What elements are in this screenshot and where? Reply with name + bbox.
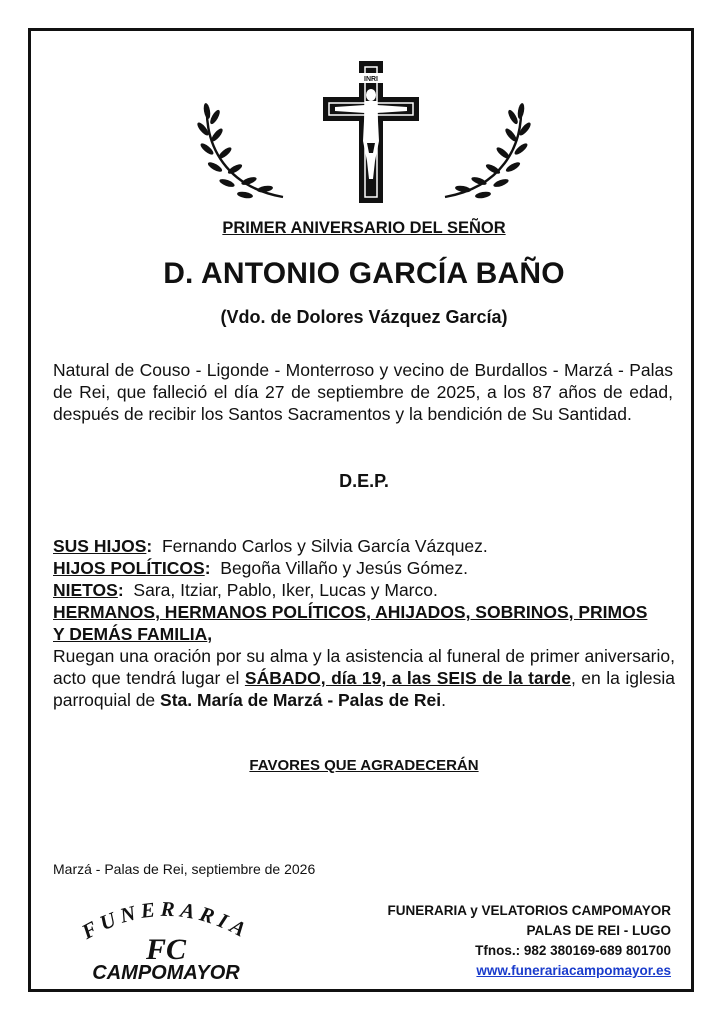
company-phones: Tfnos.: 982 380169-689 801700 xyxy=(475,943,671,958)
company-name: FUNERARIA y VELATORIOS CAMPOMAYOR xyxy=(387,903,671,918)
grandchildren-label: NIETOS xyxy=(53,580,118,600)
cross-inscription: INRI xyxy=(364,76,378,83)
place-date: Marzá - Palas de Rei, septiembre de 2026 xyxy=(53,861,316,877)
laurel-left-icon xyxy=(197,97,293,207)
family-section xyxy=(53,535,675,711)
company-city: PALAS DE REI - LUGO xyxy=(526,923,671,938)
thanks-line: FAVORES QUE AGRADECERÁN xyxy=(249,757,479,774)
company-website-link[interactable]: www.funerariacampomayor.es xyxy=(476,963,671,978)
logo-wordmark: CAMPOMAYOR xyxy=(92,962,240,984)
deceased-name: D. ANTONIO GARCÍA BAÑO xyxy=(163,257,565,290)
grandchildren-line: NIETOS: Sara, Itziar, Pablo, Iker, Lucas y Marco. xyxy=(53,580,438,600)
laurel-right-icon xyxy=(435,97,531,207)
inlaws-names: Begoña Villaño y Jesús Gómez. xyxy=(220,558,468,578)
funeral-time: SÁBADO, día 19, a las SEIS de la tarde xyxy=(244,668,571,688)
inlaws-line: HIJOS POLÍTICOS: Begoña Villaño y Jesús Gómez. xyxy=(53,558,468,578)
logo-arc-text: FUNERARIA xyxy=(77,896,255,944)
widower-note: (Vdo. de Dolores Vázquez García) xyxy=(220,307,508,327)
grandchildren-names: Sara, Itziar, Pablo, Iker, Lucas y Marco. xyxy=(133,580,438,600)
church-name: Sta. María de Marzá - Palas de Rei xyxy=(160,690,442,710)
extended-family-line-2: Y DEMÁS FAMILIA, xyxy=(53,624,213,644)
rest-in-peace: D.E.P. xyxy=(339,471,389,491)
obituary-card xyxy=(28,28,694,992)
anniversary-heading: PRIMER ANIVERSARIO DEL SEÑOR xyxy=(222,219,506,237)
children-line: SUS HIJOS: Fernando Carlos y Silvia García Vázquez. xyxy=(53,536,488,556)
funeral-request: Ruegan una oración por su alma y la asistencia al funeral de primer aniversario, acto que tendrá lugar el SÁBADO, día 19, a las SEIS de la tarde, en la iglesia parroquial de Sta. María de Marzá - Palas de Rei. xyxy=(53,646,675,710)
crucifix-icon xyxy=(323,61,419,205)
children-label: SUS HIJOS xyxy=(53,536,147,556)
logo-monogram: FC xyxy=(145,933,187,966)
funeral-home-logo xyxy=(53,893,279,985)
company-block xyxy=(387,901,671,981)
extended-family-line-1: HERMANOS, HERMANOS POLÍTICOS, AHIJADOS, SOBRINOS, PRIMOS xyxy=(53,602,648,622)
biography-paragraph: Natural de Couso - Ligonde - Monterroso y vecino de Burdallos - Marzá - Palas de Rei, que falleció el día 27 de septiembre de 2025, a los 87 años de edad, después de recibir los Santos Sacramentos y la bendición de Su Santidad. xyxy=(53,360,673,424)
inlaws-label: HIJOS POLÍTICOS xyxy=(53,558,205,578)
children-names: Fernando Carlos y Silvia García Vázquez. xyxy=(161,536,488,556)
